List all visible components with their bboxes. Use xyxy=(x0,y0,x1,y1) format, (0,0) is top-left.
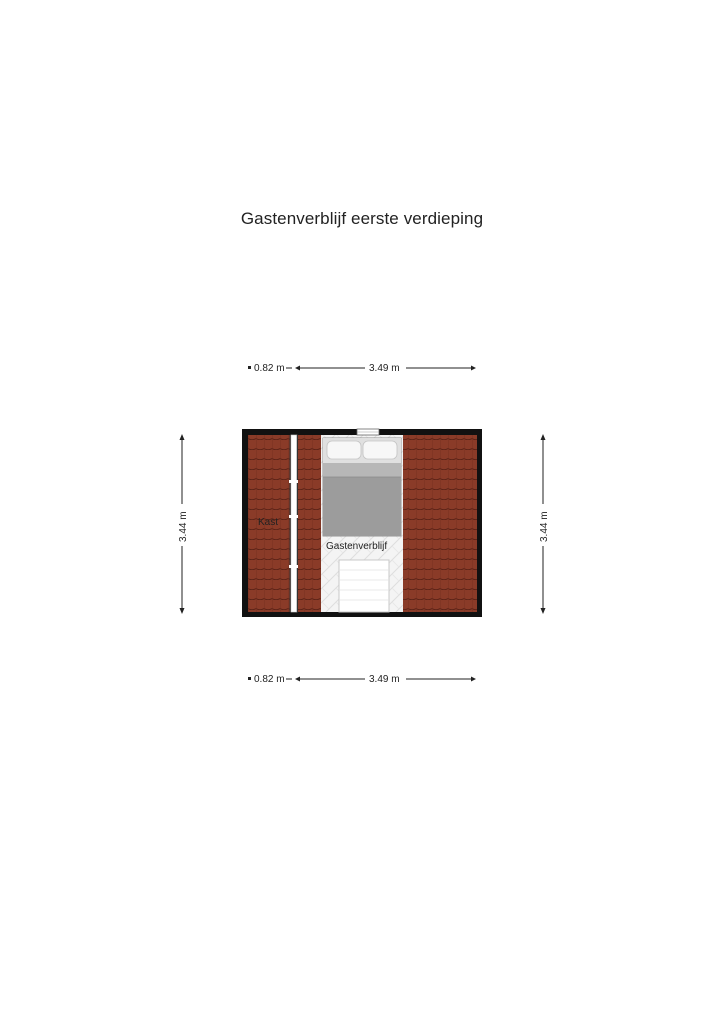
dimension-left xyxy=(178,434,189,614)
page-title: Gastenverblijf eerste verdieping xyxy=(240,209,484,228)
stair-opening xyxy=(339,560,389,612)
closet-partition xyxy=(291,435,297,612)
roof-slope-right xyxy=(403,435,477,612)
bed xyxy=(323,438,401,536)
dim-top-right: 3.49 m xyxy=(369,363,400,374)
dimension-right xyxy=(539,434,550,614)
dimension-bottom xyxy=(248,674,476,685)
dim-bottom-left: 0.82 m xyxy=(254,674,285,685)
dim-bottom-right: 3.49 m xyxy=(369,674,400,685)
roof-slope-middle-left xyxy=(297,435,321,612)
room-label-guest-room: Gastenverblijf xyxy=(326,541,388,552)
dimension-top xyxy=(248,363,476,374)
room-label-closet: Kast xyxy=(258,517,279,528)
dim-top-left: 0.82 m xyxy=(254,363,285,374)
pillow-left xyxy=(327,441,361,459)
dim-left-height: 3.44 m xyxy=(178,511,189,542)
pillow-right xyxy=(363,441,397,459)
dim-right-height: 3.44 m xyxy=(539,511,550,542)
